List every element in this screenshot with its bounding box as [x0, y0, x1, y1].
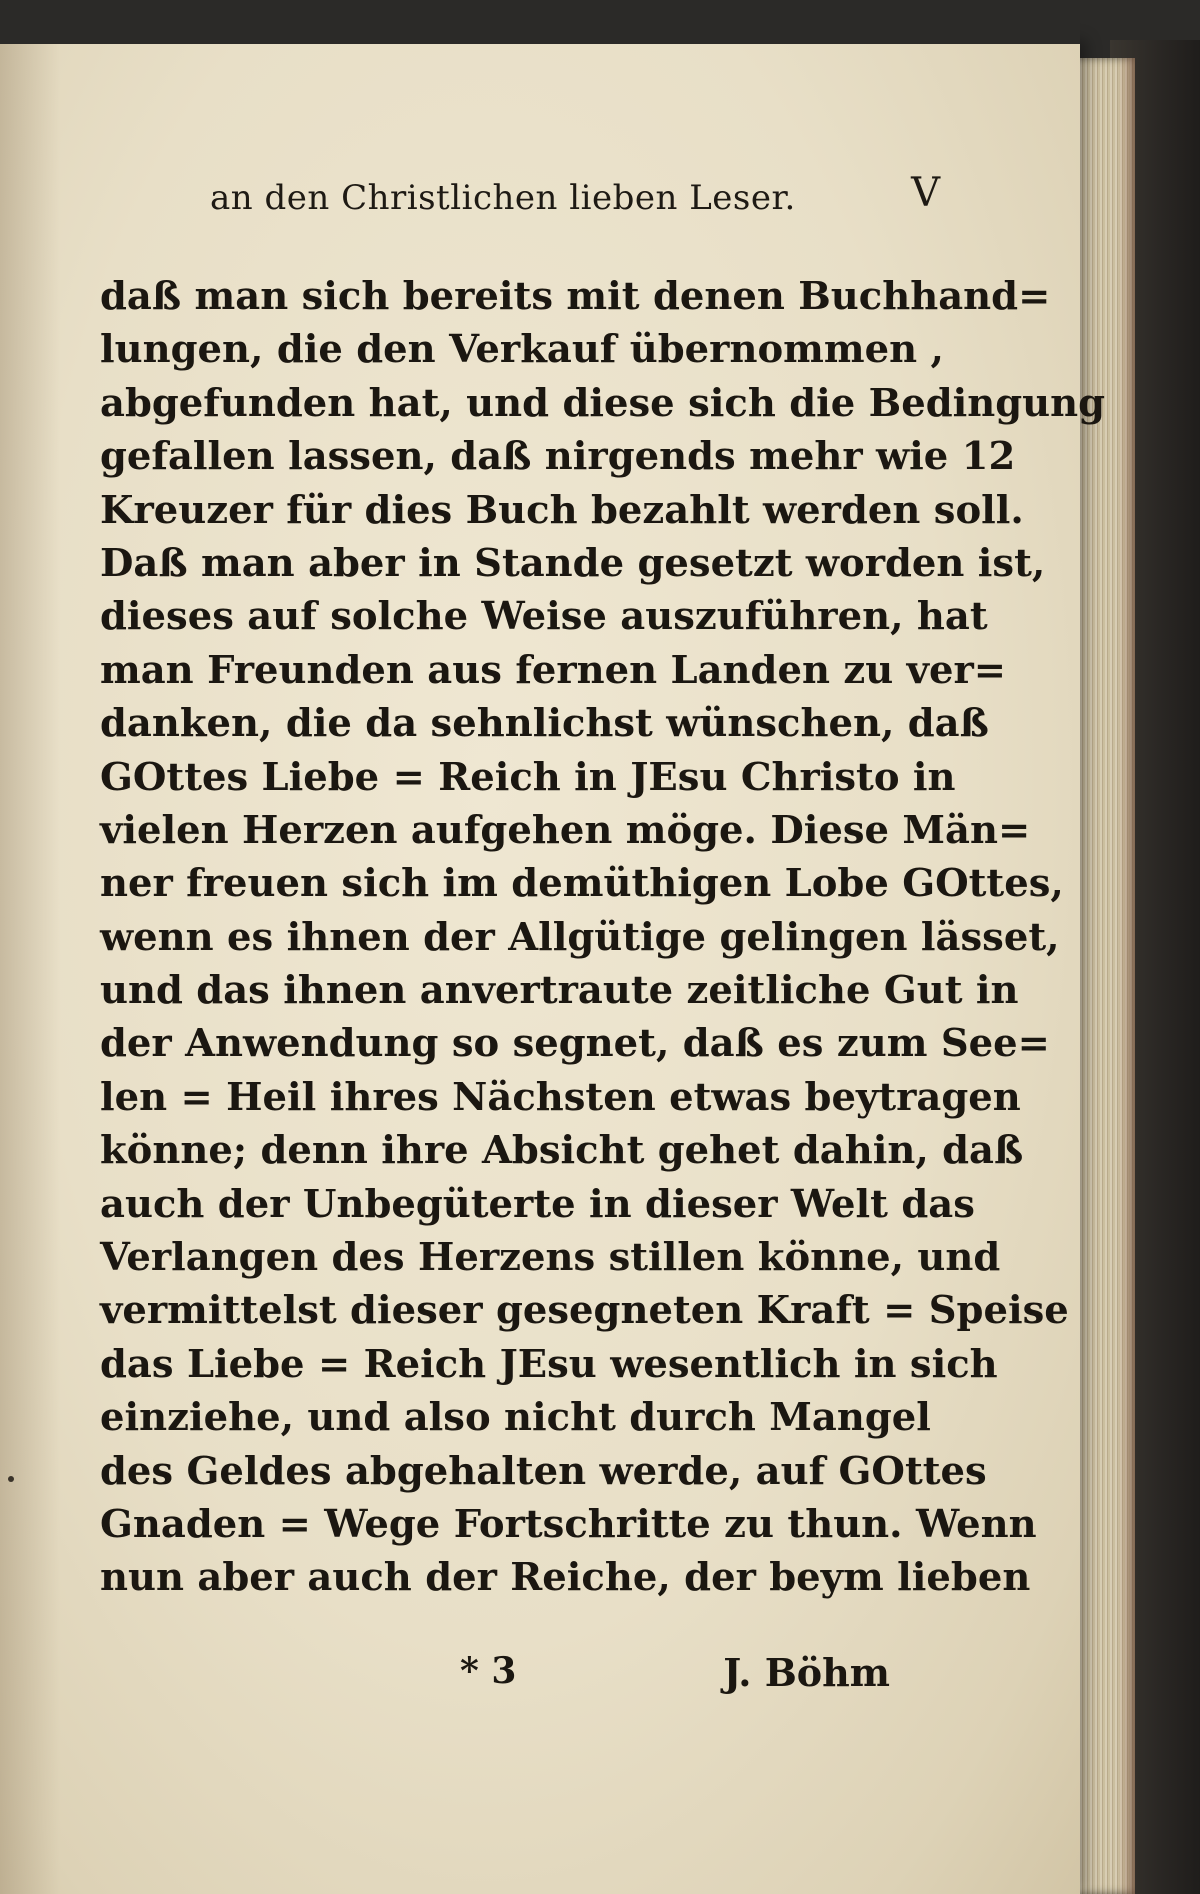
text-line: lungen, die den Verkauf übernommen ,	[100, 327, 944, 373]
text-line: auch der Unbegüterte in dieser Welt das	[100, 1181, 975, 1227]
text-line: GOttes Liebe = Reich in JEsu Christo in	[100, 754, 956, 800]
text-line: könne; denn ihre Absicht gehet dahin, daß	[100, 1128, 1024, 1174]
text-line: vielen Herzen aufgehen möge. Diese Män=	[100, 807, 1031, 853]
text-line: das Liebe = Reich JEsu wesentlich in sich	[100, 1341, 998, 1387]
text-line: und das ihnen anvertraute zeitliche Gut in	[100, 968, 1019, 1014]
text-line: ner freuen sich im demüthigen Lobe GOttes,	[100, 861, 1064, 907]
text-line: Verlangen des Herzens stillen könne, und	[100, 1235, 1001, 1281]
text-line: wenn es ihnen der Allgütige gelingen lässet,	[100, 914, 1060, 960]
text-line: len = Heil ihres Nächsten etwas beytragen	[100, 1074, 1021, 1120]
text-line: der Anwendung so segnet, daß es zum See=	[100, 1021, 1050, 1067]
text-line: Gnaden = Wege Fortschritte zu thun. Wenn	[100, 1501, 1037, 1547]
text-line: danken, die da sehnlichst wünschen, daß	[100, 701, 989, 747]
text-line: des Geldes abgehalten werde, auf GOttes	[100, 1448, 987, 1494]
text-line: Daß man aber in Stande gesetzt worden ist,	[100, 540, 1046, 586]
text-line: Kreuzer für dies Buch bezahlt werden soll.	[100, 487, 1024, 533]
signature-mark: * 3	[460, 1650, 517, 1692]
book-page	[0, 40, 1106, 1894]
text-line: abgefunden hat, und diese sich die Bedingung	[100, 380, 1106, 426]
body-text	[100, 270, 1106, 1605]
text-line: man Freunden aus fernen Landen zu ver=	[100, 647, 1007, 693]
page-footer	[100, 1650, 930, 1710]
text-line-last: nun aber auch der Reiche, der beym lieben	[100, 1555, 1031, 1601]
catchword: J. Böhm	[723, 1650, 890, 1695]
page-number: V	[911, 170, 940, 216]
text-line: daß man sich bereits mit denen Buchhand=	[100, 274, 1051, 319]
margin-mark	[8, 1476, 14, 1482]
running-header	[190, 170, 940, 238]
running-title: an den Christlichen lieben Leser.	[210, 178, 796, 218]
text-line: vermittelst dieser gesegneten Kraft = Speise	[100, 1288, 1069, 1334]
text-line: gefallen lassen, daß nirgends mehr wie 12	[100, 434, 1016, 480]
text-line: einziehe, und also nicht durch Mangel	[100, 1395, 931, 1441]
text-line: dieses auf solche Weise auszuführen, hat	[100, 594, 988, 640]
